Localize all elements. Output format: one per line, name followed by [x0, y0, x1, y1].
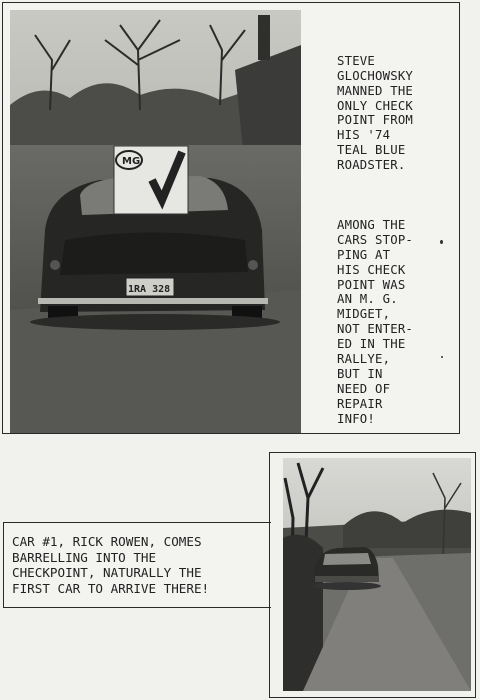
- top-caption: [337, 24, 455, 441]
- print-speck: [441, 356, 443, 358]
- caption-paragraph-midget: AMONG THE CARS STOP- PING AT HIS CHECK POINT WAS AN M. G. MIDGET, NOT ENTER- ED IN THE RALLYE, BUT IN NEED OF REPAIR INFO!: [337, 217, 414, 426]
- license-plate-text: 1RA 328: [128, 284, 171, 295]
- bottom-caption: CAR #1, RICK ROWEN, COMES BARRELLING INTO THE CHECKPOINT, NATURALLY THE FIRST CAR TO ARRIVE THERE!: [12, 534, 210, 596]
- photo-car-one-arriving: [283, 458, 471, 691]
- print-speck: [440, 240, 443, 244]
- photo-mg-roadster-with-sign: [10, 10, 301, 433]
- caption-paragraph-steve: STEVE GLOCHOWSKY MANNED THE ONLY CHECK POINT FROM HIS '74 TEAL BLUE ROADSTER.: [337, 53, 414, 173]
- sign-logo-text: MG: [122, 156, 141, 167]
